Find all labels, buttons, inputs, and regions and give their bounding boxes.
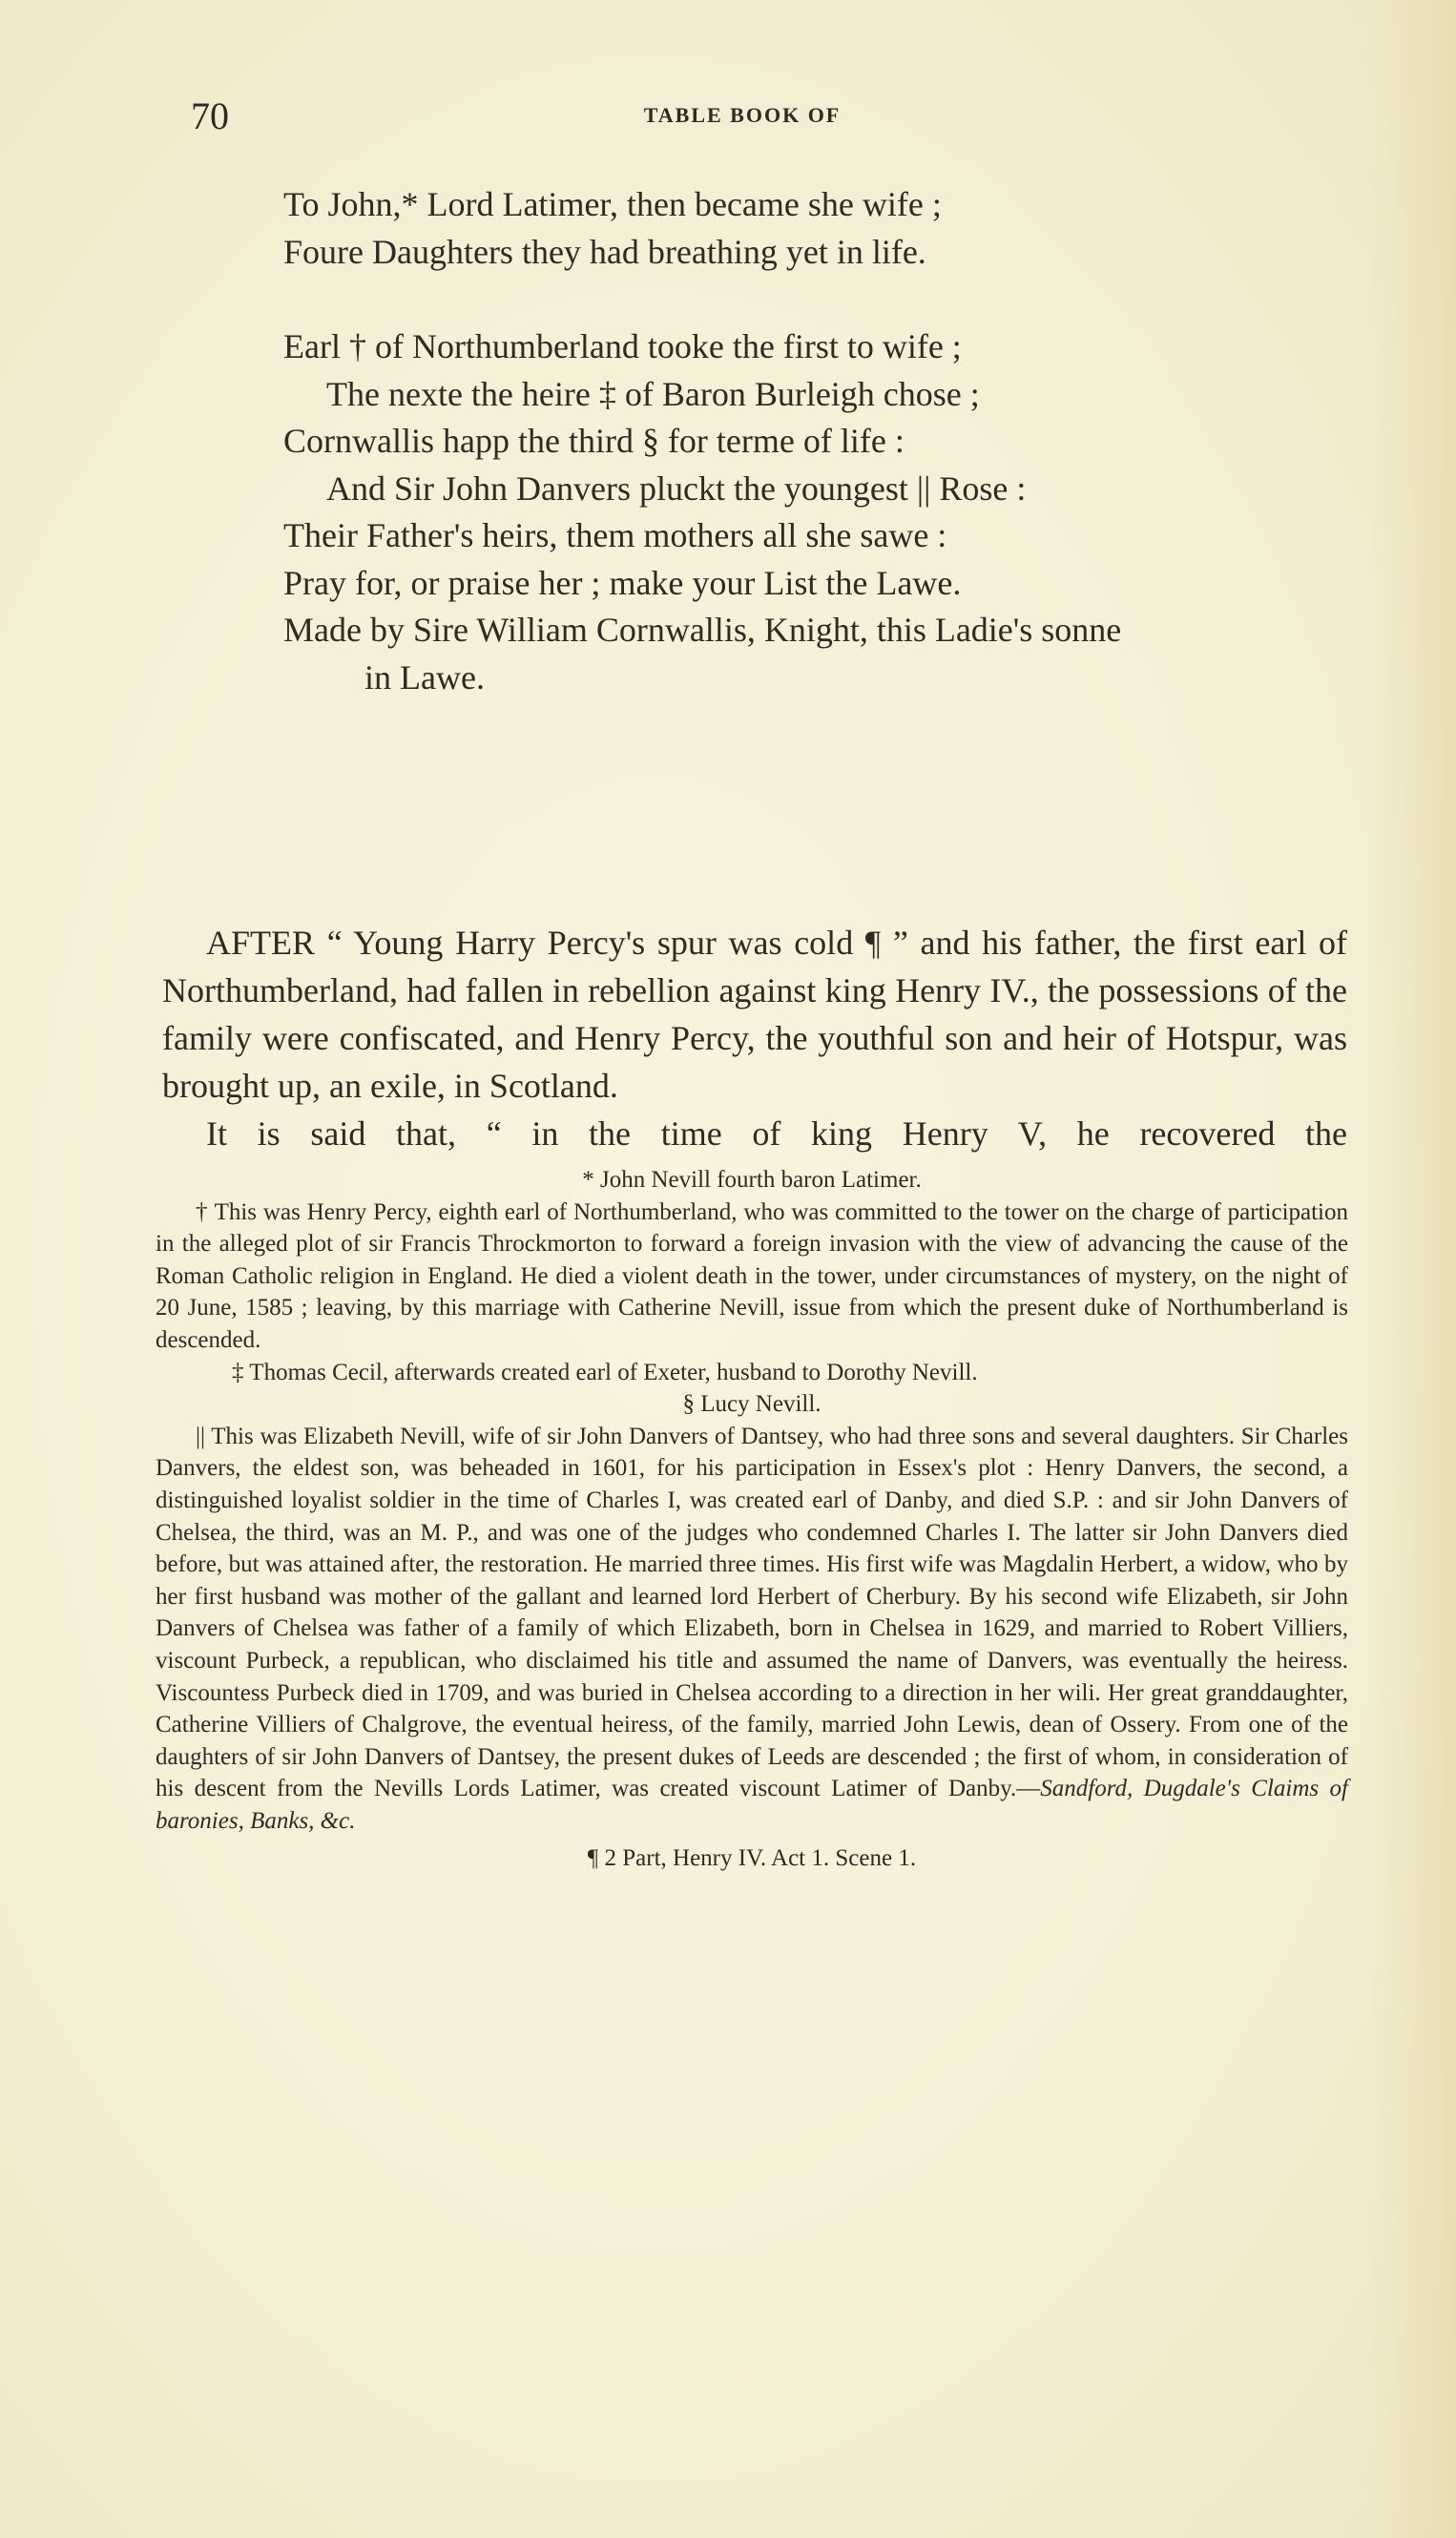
- verse-line: To John,* Lord Latimer, then became she wife ;: [283, 185, 942, 223]
- footnote-parallel: [156, 1421, 1348, 1838]
- footnote-star: * John Nevill fourth baron Latimer.: [582, 1167, 922, 1193]
- page-edge-shading: [1370, 0, 1456, 2538]
- verse-line: Earl † of Northumberland tooke the first to wife ;: [283, 327, 962, 365]
- footnote-double-dagger: ‡ Thomas Cecil, afterwards created earl of Exeter, husband to Dorothy Nevill.: [232, 1359, 978, 1385]
- body-text: [162, 919, 1347, 1157]
- stanza-gap: [283, 276, 1362, 323]
- verse-line: Their Father's heirs, them mothers all she sawe :: [283, 516, 947, 554]
- footnote-citation: Sandford, Dugdale's Claims of baronies, Banks, &c.: [156, 1776, 1348, 1834]
- footnote-dagger: † This was Henry Percy, eighth earl of Northumberland, who was committed to the tower on the charge of participation in the alleged plot of sir Francis Throckmorton to forward a foreign invasion with the view of advancing the cause of the Roman Catholic religion in England. He died a violent death in the tower, under circumstances of mystery, on the night of 20 June, 1585 ; leaving, by this marriage with Catherine Nevill, issue from which the present duke of Northumberland is descended.: [156, 1198, 1348, 1353]
- page-number: 70: [191, 94, 229, 137]
- verse-line: in Lawe.: [364, 657, 485, 697]
- footnotes: [156, 1164, 1348, 1875]
- footnote-section: § Lucy Nevill.: [682, 1391, 822, 1418]
- verse-line: Foure Daughters they had breathing yet in life.: [283, 232, 926, 271]
- running-head: TABLE BOOK OF: [643, 103, 842, 127]
- footnote-pilcrow: ¶ 2 Part, Henry IV. Act 1. Scene 1.: [587, 1845, 917, 1872]
- paragraph: AFTER “ Young Harry Percy's spur was cold ¶ ” and his father, the first earl of Northumberland, had fallen in rebellion against king Henry IV., the possessions of the family were confiscated, and Henry Percy, the youthful son and heir of Hotspur, was brought up, an exile, in Scotland.: [162, 924, 1347, 1105]
- verse-block: [283, 181, 1362, 701]
- verse-line: The nexte the heire ‡ of Baron Burleigh chose ;: [326, 374, 980, 413]
- footnote-parallel-text: || This was Elizabeth Nevill, wife of sir John Danvers of Dantsey, who had three sons and several daughters. Sir Charles Danvers, the eldest son, was beheaded in 1601, for his participation in Essex's plot : Henry Danvers, the second, a distinguished loyalist soldier in the time of Charles I, was created earl of Danby, and died S.P. : and sir John Danvers of Chelsea, the third, was an M. P., and was one of the judges who condemned Charles I. The latter sir John Danvers died before, but was attained after, the restoration. He married three times. His first wife was Magdalin Herbert, a widow, who by her first husband was mother of the gallant and learned lord Herbert of Cherbury. By his second wife Elizabeth, sir John Danvers of Chelsea was father of a family of which Elizabeth, born in Chelsea in 1629, and married to Robert Villiers, viscount Purbeck, a republican, who disclaimed his title and assumed the name of Danvers, was eventually the heiress. Viscountess Purbeck died in 1709, and was buried in Chelsea according to a direction in her wili. Her great granddaughter, Catherine Villiers of Chalgrove, the eventual heiress, of the family, married John Lewis, dean of Ossery. From one of the daughters of sir John Danvers of Dantsey, the present dukes of Leeds are descended ; the first of whom, in consideration of his descent from the Nevills Lords Latimer, was created viscount Latimer of Danby.—: [156, 1423, 1348, 1802]
- verse-line: Pray for, or praise her ; make your List the Lawe.: [283, 563, 962, 602]
- paragraph: It is said that, “ in the time of king Henry V, he recovered the: [206, 1114, 1347, 1153]
- verse-line: Cornwallis happ the third § for terme of life :: [283, 422, 905, 460]
- verse-line: Made by Sire William Cornwallis, Knight, this Ladie's sonne: [283, 611, 1122, 649]
- verse-line: And Sir John Danvers pluckt the youngest || Rose :: [326, 468, 1027, 508]
